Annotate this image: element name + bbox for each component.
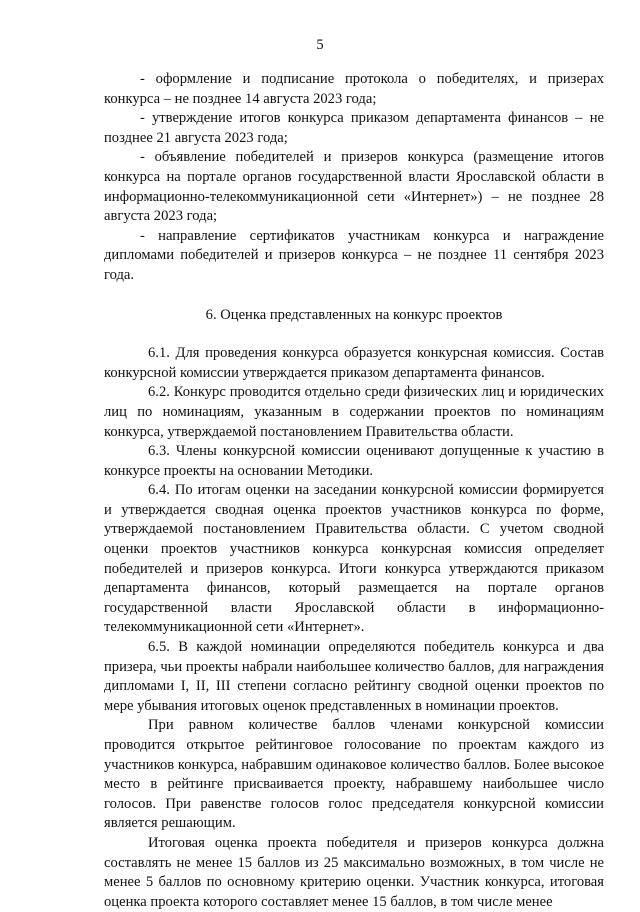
paragraph-6-4: 6.4. По итогам оценки на заседании конкурсной комиссии формируется и утверждается сводная оценка проектов участников конкурса по форме, утверждаемой постановлением Правительства области. С учетом сводной оценки проектов участников конкурса конкурсная комиссия определяет победителей и призеров конкурса. Итоги конкурса утверждаются приказом департамента финансов, который размещается на портале органов государственной власти Ярославской области в информационно-телекоммуникационной сети «Интернет». [104,482,604,636]
document-body [104,70,604,912]
paragraph-6-3: 6.3. Члены конкурсной комиссии оценивают допущенные к участию в конкурсе проекты на основании Методики. [104,443,604,479]
paragraph-6-5: 6.5. В каждой номинации определяются победитель конкурса и два призера, чьи проекты набрали наибольшее количество баллов, для награждения дипломами I, II, III степени согласно рейтингу сводной оценки проектов по мере убывания итоговых оценок представленных в номинации проектов. [104,639,604,714]
deadline-item-announcement: - объявление победителей и призеров конкурса (размещение итогов конкурса на портале органов государственной власти Ярославской области в информационно-телекоммуникационной сети «Интернет») – не позднее 28 августа 2023 года; [104,149,604,225]
section-heading: 6. Оценка представленных на конкурс проектов [205,306,503,323]
paragraph-tie-vote: При равном количестве баллов членами конкурсной комиссии проводится открытое рейтинговое голосование по проектам каждого из участников конкурса, набравшим одинаковое количество баллов. Более высокое место в рейтинге присваивается проекту, набравшему наибольшее число голосов. При равенстве голосов голос председателя конкурсной комиссии является решающим. [104,717,604,832]
deadline-item-approval: - утверждение итогов конкурса приказом департамента финансов – не позднее 21 августа 2023 года; [104,110,604,146]
page-number: 5 [316,37,324,53]
paragraph-6-2: 6.2. Конкурс проводится отдельно среди физических лиц и юридических лиц по номинациям, указанным в содержании проектов по номинациям конкурса, утверждаемой постановлением Правительства области. [104,384,604,440]
deadline-item-protocol: - оформление и подписание протокола о победителях, и призерах конкурса – не позднее 14 августа 2023 года; [104,71,604,107]
deadline-item-certificates: - направление сертификатов участникам конкурса и награждение дипломами победителей и призеров конкурса – не позднее 11 сентября 2023 года. [104,227,604,283]
paragraph-6-1: 6.1. Для проведения конкурса образуется конкурсная комиссия. Состав конкурсной комиссии утверждается приказом департамента финансов. [104,345,604,381]
paragraph-final-score: Итоговая оценка проекта победителя и призеров конкурса должна составлять не менее 15 баллов из 25 максимально возможных, в том числе не менее 5 баллов по основному критерию оценки. Участник конкурса, итоговая оценка проекта которого составляет менее 15 баллов, в том числе менее [104,834,604,910]
